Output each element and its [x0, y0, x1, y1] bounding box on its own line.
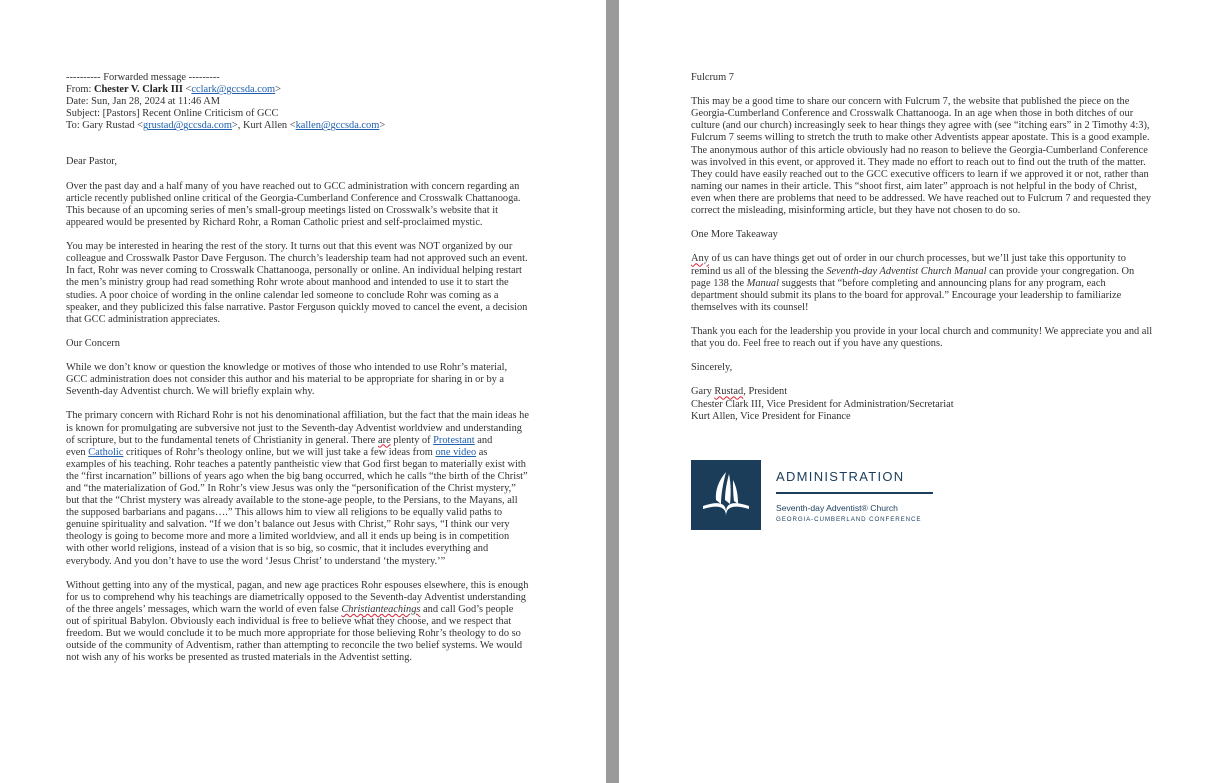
paragraph-7: Any of us can have things get out of order in our church processes, but we’ll just take this opportunity to remind us all of the blessing the Seventh-day Adventist Church Manual can provide your congregation. On page 138 the Manual suggests that “before completing and announcing plans for any program, each department should submit its plans to the board for approval.” Encourage your leadership to familiarize themselves with its counsel!	[691, 253, 1135, 313]
protestant-link[interactable]: Protestant	[433, 434, 475, 446]
document-page-left	[0, 0, 606, 783]
logo-title: ADMINISTRATION	[776, 469, 905, 484]
from-name: Chester V. Clark III	[94, 84, 183, 96]
page-left-content	[66, 72, 541, 677]
date-line: Date: Sun, Jan 28, 2024 at 11:46 AM	[66, 96, 221, 108]
paragraph-6: This may be a good time to share our concern with Fulcrum 7, the website that published the piece on the Georgia-Cumberland Conference and Crosswalk Chattanooga. In an age when those in both ditches of our culture (and our church) increasingly seek to hear things they agree with (see “itching ears” in 2 Timothy 4:3), Fulcrum 7 seems willing to stretch the truth to make other Adventists appear apostate. This is a good example. The anonymous author of this article obviously had no reason to believe the Georgia-Cumberland Conference was involved in this event, or approved it. They made no effort to reach out to find out the truth of the matter. They could have easily reached out to the GCC executive officers to learn if we approved it or not, rather than naming our names in their article. This “shoot first, aim later” approach is not helpful in the body of Christ, even when there are problems that need to be addressed. We have reached out to Fulcrum 7 and requested they correct the misleading, misinforming article, but they have not chosen to do so.	[691, 96, 1152, 217]
logo-divider	[776, 492, 933, 494]
subject-line: Subject: [Pastors] Recent Online Criticism of GCC	[66, 108, 279, 120]
spellcheck-word: Rustad	[714, 386, 744, 398]
from-email-link[interactable]: cclark@gccsda.com	[191, 84, 276, 96]
greeting: Dear Pastor,	[66, 156, 117, 168]
to-line: To: Gary Rustad <grustad@gccsda.com>, Kurt Allen <kallen@gccsda.com>	[66, 120, 386, 132]
heading-our-concern: Our Concern	[66, 337, 120, 349]
manual-short: Manual	[746, 277, 780, 289]
heading-fulcrum-7: Fulcrum 7	[691, 72, 735, 83]
to-email-link-1[interactable]: grustad@gccsda.com	[143, 120, 232, 132]
logo-subtitle: Seventh-day Adventist® Church	[776, 503, 898, 513]
paragraph-8: Thank you each for the leadership you provide in your local church and community! We appreciate you and all that you do. Feel free to reach out if you have any questions.	[691, 325, 1153, 350]
signature-block: Gary Rustad, President Chester Clark III, Vice President for Administration/Secretariat Kurt Allen, Vice President for Finance	[691, 386, 954, 422]
page-gutter	[606, 0, 619, 783]
to-email-link-2[interactable]: kallen@gccsda.com	[295, 120, 380, 132]
adventist-flame-bible-icon	[691, 460, 761, 530]
document-page-right	[619, 0, 1228, 783]
administration-logo	[691, 460, 941, 530]
paragraph-3: While we don’t know or question the knowledge or motives of those who intended to use Rohr’s material, GCC administration does not consider this author and his material to be appropriate for sharing in or by a Seventh-day Adventist church. We will briefly explain why.	[66, 362, 508, 398]
from-line: From: Chester V. Clark III <cclark@gccsda.com>	[66, 84, 281, 96]
paragraph-4: The primary concern with Richard Rohr is not his denominational affiliation, but the fact that the main ideas he is known for promulgating are subversive not just to the Seventh-day Adventist worldview and understanding of scripture, but to the fundamental tenets of Christianity in general. There are plenty of Protestant and even Catholic critiques of Rohr’s theology online, but we will just take a few ideas from one video as examples of his teaching. Rohr teaches a patently pantheistic view that God first began to materially exist with the “first incarnation” billions of years ago when the big bang occurred, which he calls “the birth of the Christ” and “the materialization of God.” In Rohr’s view Jesus was only the “personification of the Christ mystery,” but that the “Christ mystery was already available to the stone-age people, to the Persians, to the Mayans, all the supposed barbarians and pagans….” This allows him to view all religions to be equally valid paths to genuine spirituality and salvation. “If we don’t balance out Jesus with Christ,” Rohr says, “I think our very theology is going to become more and more a limited worldview, and all it ends up being is in competition with other world religions, instead of a vision that is so big, so cosmic, that it includes everything and everybody. And you don’t have to use the word ‘Jesus Christ’ to understand ‘the mystery.’”	[66, 410, 529, 567]
paragraph-2: You may be interested in hearing the rest of the story. It turns out that this event was NOT organized by our colleague and Crosswalk Pastor Dave Ferguson. The church’s leadership team had not approved such an event. In fact, Rohr was never coming to Crosswalk Chattanooga, personally or online. An individual helping restart the men’s ministry group had read something Rohr wrote about manhood and intended to use it to start the studies. A poor choice of wording in the online calendar led someone to conclude Rohr was coming as a speaker, and they publicized this false narrative. Pastor Ferguson quickly moved to cancel the event, a decision that GCC administration appreciates.	[66, 241, 528, 325]
paragraph-5: Without getting into any of the mystical, pagan, and new age practices Rohr espouses elsewhere, this is enough for us to comprehend why his teachings are diametrically opposed to the Seventh-day Adventist understanding of the three angels’ messages, which warn the world of even false Christianteachings and call God’s people out of spiritual Babylon. Obviously each individual is free to believe what they choose, and we respect that freedom. But we would conclude it to be much more appropriate for those believing Rohr’s theology to do so outside of the community of Adventism, rather than attempting to reconcile the two belief systems. We would not wish any of his works be presented as trusted materials in the Adventist setting.	[66, 579, 529, 664]
paragraph-1: Over the past day and a half many of you have reached out to GCC administration with concern regarding an article recently published online critical of the Georgia-Cumberland Conference and Crosswalk Chattanooga. This because of an upcoming series of men’s small-group meetings listed on Crosswalk’s website that it appeared would be presented by Richard Rohr, a Roman Catholic priest and self-proclaimed mystic.	[66, 180, 521, 228]
catholic-link[interactable]: Catholic	[88, 446, 124, 458]
logo-org: GEORGIA-CUMBERLAND CONFERENCE	[776, 516, 922, 523]
closing: Sincerely,	[691, 362, 733, 374]
page-right-content	[691, 72, 1166, 435]
church-manual-title: Seventh-day Adventist Church Manual	[826, 265, 987, 277]
spellcheck-word: Any	[691, 253, 709, 265]
heading-one-more-takeaway: One More Takeaway	[691, 229, 778, 241]
one-video-link[interactable]: one video	[435, 446, 477, 458]
spellcheck-word: are	[378, 434, 391, 446]
email-header	[66, 72, 541, 132]
forwarded-line: ---------- Forwarded message ---------	[66, 72, 220, 83]
spellcheck-word: Christianteachings	[341, 603, 421, 615]
